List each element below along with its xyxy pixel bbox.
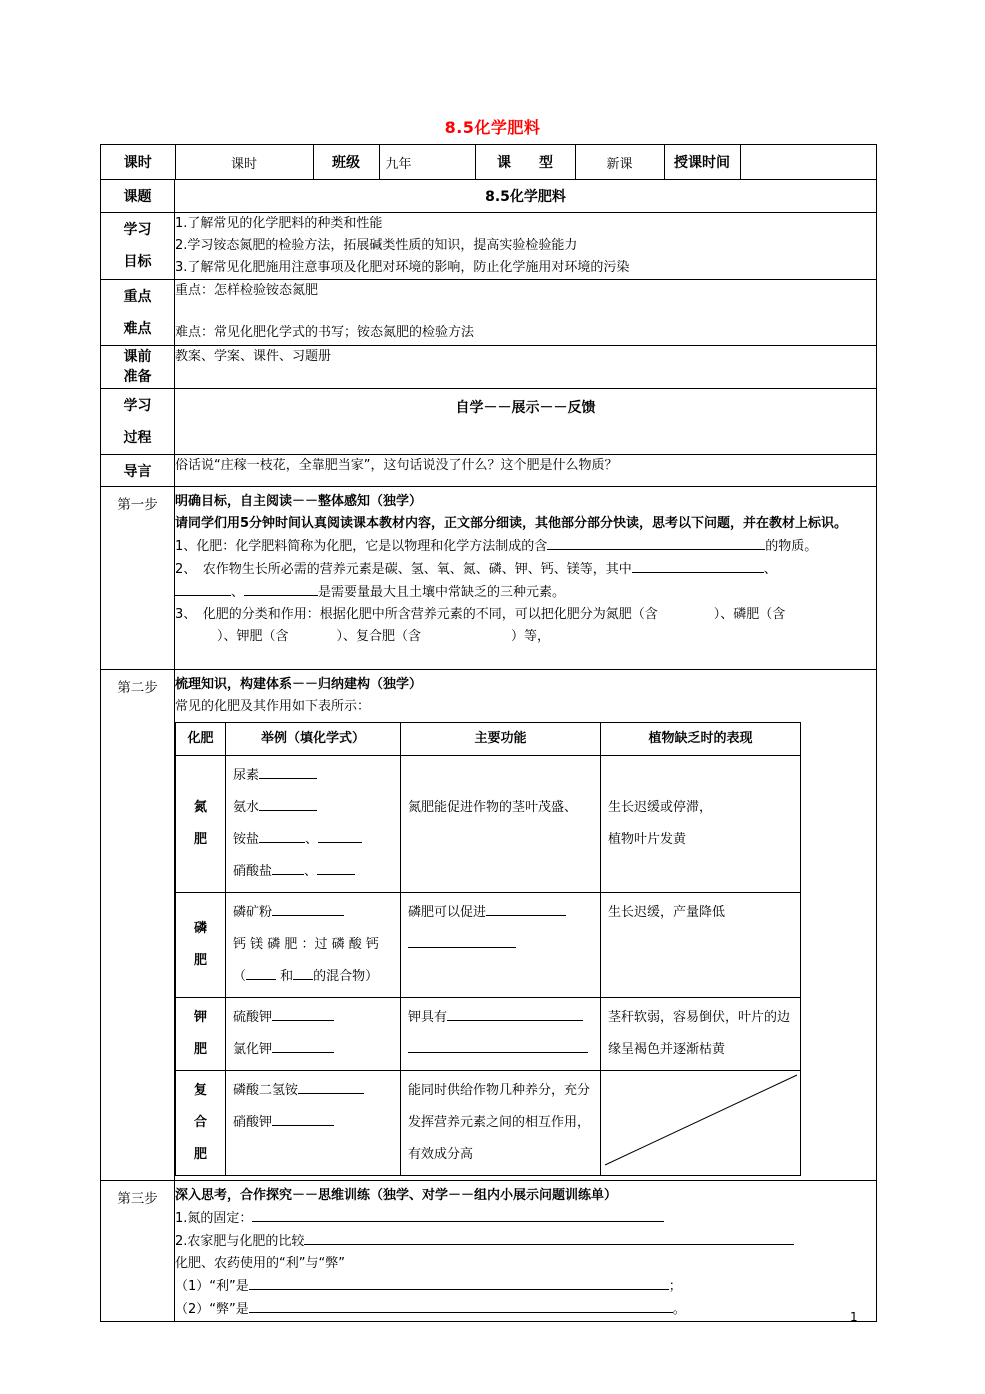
zhongdian-key: 重点：怎样检验铵态氮肥 [175, 283, 319, 298]
keti-value: 8.5化学肥料 [175, 180, 877, 213]
nitrogen-function: 氮肥能促进作物的茎叶茂盛、 [401, 756, 601, 893]
th-fertilizer: 化肥 [176, 723, 226, 756]
step2-content [175, 670, 877, 1181]
step3-label: 第三步 [101, 1181, 175, 1322]
step2-label: 第二步 [101, 670, 175, 1181]
lesson-plan-table [100, 144, 877, 1322]
potassium-label: 钾 肥 [176, 998, 226, 1071]
diagonal-line [601, 1071, 801, 1169]
mubiao-item: 1.了解常见的化学肥料的种类和性能 [175, 216, 383, 231]
blank[interactable] [547, 535, 765, 550]
daoyan-label: 导言 [101, 455, 175, 487]
blank[interactable] [272, 1006, 334, 1021]
blank[interactable] [259, 796, 317, 811]
blank[interactable] [318, 828, 362, 843]
phosphorus-examples: 磷矿粉 钙 镁 磷 肥 ：过 磷 酸 钙 （ 和 的混合物） [226, 893, 401, 998]
shouke-value [740, 145, 877, 179]
guocheng-label: 学习 过程 [101, 389, 175, 455]
th-deficiency: 植物缺乏时的表现 [601, 723, 801, 756]
zhunbei-value: 教案、学案、课件、习题册 [175, 346, 877, 389]
daoyan-value: 俗话说“庄稼一枝花，全靠肥当家”，这句话说没了什么？这个肥是什么物质？ [175, 455, 877, 487]
step1-q2: 2、 农作物生长所必需的营养元素是碳、氢、氧、氮、磷、钾、钙、镁等，其中 、 [175, 558, 876, 581]
table-row [176, 756, 801, 893]
guocheng-value: 自学－－展示－－反馈 [175, 389, 877, 455]
blank[interactable] [408, 933, 516, 948]
step2-heading: 梳理知识，构建体系－－归纳建构（独学） [175, 677, 423, 692]
mubiao-item: 3.了解常见化肥施用注意事项及化肥对环境的影响，防止化学施用对环境的污染 [175, 260, 630, 275]
zhunbei-label: 课前 准备 [101, 346, 175, 389]
blank[interactable] [246, 965, 276, 980]
blank[interactable] [175, 581, 231, 596]
blank[interactable] [272, 860, 304, 875]
blank[interactable] [293, 965, 313, 980]
step3-content [175, 1181, 877, 1322]
th-example: 举例（填化学式） [226, 723, 401, 756]
blank[interactable] [408, 1038, 588, 1053]
phosphorus-function: 磷肥可以促进 [401, 893, 601, 998]
shouke-label: 授课时间 [664, 145, 740, 179]
step1-q1: 1、化肥：化学肥料简称为化肥，它是以物理和化学方法制成的含 的物质。 [175, 535, 876, 558]
blank[interactable] [259, 764, 317, 779]
blank[interactable] [252, 1207, 664, 1222]
mubiao-item: 2.学习铵态氮肥的检验方法，拓展碱类性质的知识，提高实验检验能力 [175, 238, 578, 253]
step3-q2: 2.农家肥与化肥的比较 [175, 1230, 876, 1253]
phosphorus-deficiency: 生长迟缓，产量降低 [601, 893, 801, 998]
table-row [176, 998, 801, 1071]
step3-q3-2: （2）“弊”是 。 [175, 1298, 876, 1321]
mubiao-items [175, 213, 877, 280]
step3-q1: 1.氮的固定： [175, 1207, 876, 1230]
step1-q3: 3、 化肥的分类和作用：根据化肥中所含营养元素的不同，可以把化肥分为氮肥（含 ）、磷肥（含 [175, 607, 786, 622]
fertilizer-table [175, 722, 801, 1176]
zhongdian-label: 重点 难点 [101, 280, 175, 346]
table-row [176, 1071, 801, 1176]
zhongdian-content [175, 280, 877, 346]
keshi-label: 课时 [101, 145, 175, 179]
step1-q3-cont: ）、钾肥（含 ）、复合肥（含 ）等， [217, 629, 551, 644]
kexing-label: 课 型 [475, 145, 575, 179]
header-row [101, 145, 877, 179]
keti-label: 课题 [101, 180, 175, 213]
nitrogen-label: 氮 肥 [176, 756, 226, 893]
zhongdian-difficult: 难点：常见化肥化学式的书写；铵态氮肥的检验方法 [175, 325, 475, 340]
th-function: 主要功能 [401, 723, 601, 756]
phosphorus-label: 磷 肥 [176, 893, 226, 998]
blank[interactable] [632, 558, 764, 573]
page-number: 1 [850, 1310, 858, 1324]
nitrogen-deficiency: 生长迟缓或停滞， 植物叶片发黄 [601, 756, 801, 893]
blank[interactable] [272, 901, 344, 916]
step1-instruction: 请同学们用5分钟时间认真阅读课本教材内容，正文部分细读，其他部分部分快读，思考以下问题，并在教材上标识。 [175, 516, 848, 531]
mubiao-label: 学习 目标 [101, 213, 175, 280]
banji-value: 九年 [379, 145, 475, 179]
step3-heading: 深入思考，合作探究－－思维训练（独学、对学－－组内小展示问题训练单） [175, 1188, 618, 1203]
blank[interactable] [447, 1006, 583, 1021]
blank[interactable] [272, 1038, 334, 1053]
blank[interactable] [272, 1111, 334, 1126]
step2-intro: 常见的化肥及其作用如下表所示： [175, 699, 371, 714]
blank[interactable] [304, 1230, 794, 1245]
blank[interactable] [486, 901, 566, 916]
compound-label: 复 合 肥 [176, 1071, 226, 1176]
step3-q3-1: （1）“利”是 ； [175, 1275, 876, 1298]
potassium-examples: 硫酸钾 氯化钾 [226, 998, 401, 1071]
step3-q3: 化肥、农药使用的“利”与“弊” [175, 1256, 345, 1271]
kexing-value: 新课 [575, 145, 664, 179]
blank[interactable] [249, 1275, 669, 1290]
step1-heading: 明确目标，自主阅读－－整体感知（独学） [175, 494, 423, 509]
blank[interactable] [259, 828, 305, 843]
nitrogen-examples: 尿素 氨水 铵盐 、 硝酸盐 、 [226, 756, 401, 893]
compound-function: 能同时供给作物几种养分，充分发挥营养元素之间的相互作用，有效成分高 [401, 1071, 601, 1176]
table-row [176, 893, 801, 998]
step1-content [175, 487, 877, 670]
banji-label: 班级 [313, 145, 379, 179]
blank[interactable] [317, 860, 355, 875]
blank[interactable] [249, 1298, 673, 1313]
potassium-deficiency: 茎秆软弱，容易倒伏，叶片的边缘呈褐色并逐渐枯黄 [601, 998, 801, 1071]
potassium-function: 钾具有 [401, 998, 601, 1071]
step1-q2-cont: 、 是需要量最大且土壤中常缺乏的三种元素。 [175, 581, 876, 604]
step1-label: 第一步 [101, 487, 175, 670]
blank[interactable] [298, 1079, 364, 1094]
compound-examples: 磷酸二氢铵 硝酸钾 [226, 1071, 401, 1176]
keshi-value: 课时 [175, 145, 313, 179]
blank[interactable] [244, 581, 318, 596]
diagonal-cell [601, 1071, 801, 1176]
page-title: 8.5化学肥料 [444, 118, 541, 137]
